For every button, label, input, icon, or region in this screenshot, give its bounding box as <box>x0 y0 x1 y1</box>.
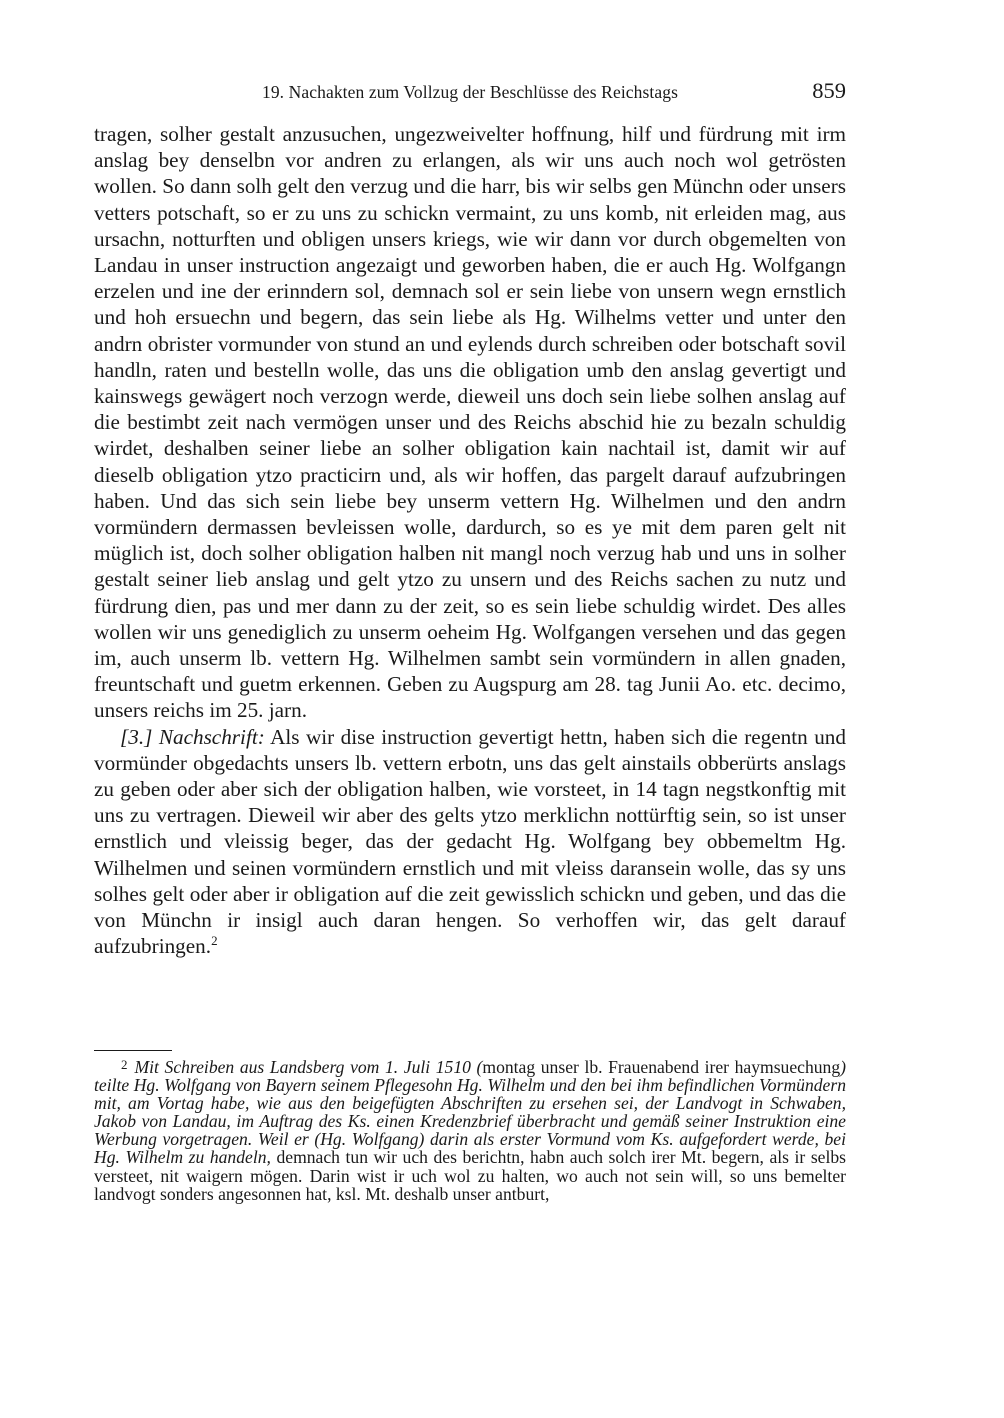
running-title: 19. Nachakten zum Vollzug der Beschlüsse des Reichstags <box>261 82 678 102</box>
footnote-divider <box>94 1050 172 1051</box>
footnote-segment-1: Mit Schreiben aus Landsberg vom 1. Juli 1510 ( <box>134 1057 483 1077</box>
running-header <box>94 80 846 110</box>
footnote-reference[interactable]: 2 <box>211 933 218 949</box>
paragraph-2-text: Als wir dise instruction gevertigt hettn, haben sich die regentn und vormünder obgedachts unsers lb. vettern erbotn, uns das gelt ainstails obberürts anslags zu geben oder aber sich der obligation halben, wie vorsteet, in 14 tagn negstkonftig mit uns zu vertragen. Dieweil wir aber des gelts ytzo merklichn nottürftig sein, so ist unser ernstlich und vleissig beger, das der gedacht Hg. Wolfgang bey obbemeltm Hg. Wilhelmen und seinen vormündern ernstlich und mit vleiss daransein wolle, das sy uns solhes gelt oder aber ir obligation auf die zeit gewisslich schickn und geben, und das die von Münchn ir insigl auch daran hengen. So verhoffen wir, das gelt darauf aufzubringen. <box>94 724 846 959</box>
footnote-2 <box>94 1058 846 1203</box>
footnote-segment-2: montag unser lb. Frauenabend irer haymsuechung <box>482 1057 841 1077</box>
footnote-number: 2 <box>121 1057 128 1072</box>
page-number: 859 <box>812 78 846 103</box>
section-lead: [3.] Nachschrift: <box>120 724 265 749</box>
paragraph-1: tragen, solher gestalt anzusuchen, ungezweivelter hoffnung, hilf und fürdrung mit irm anslag bey denselbn vor andren zu erlangen, als wir uns auch noch wol getrösten wollen. So dann solh gelt den verzug und die harr, bis wir selbs gen Münchn oder unsers vetters potschaft, so er zu uns zu schickn vermaint, zu uns komb, nit erleiden mag, aus ursachn, notturften und obligen unsers kriegs, wie wir dann vor durch obgemelten von Landau in unser instruction angezaigt und geworben haben, die er auch Hg. Wolfgangn erzelen und ine der erinndern sol, demnach sol er sein liebe von unsern wegn ernstlich und hoh ersuechn und begern, das sein liebe als Hg. Wilhelms vetter und unter den andrn obrister vormunder von stund an und eylends durch schreiben oder botschaft sovil handln, raten und bestelln wolle, das uns die obligation umb den anslag gevertigt und kainswegs gewägert noch verzogn werde, dieweil uns doch sein liebe solhen anslag auf die bestimbt zeit nach vermögen unser und des Reichs abschid hie zu bezaln schuldig wirdet, deshalben seiner liebe an solher obligation kain nachtail ist, damit wir auf dieselb obligation ytzo practicirn und, als wir hoffen, das pargelt darauf aufzubringen haben. Und das sich sein liebe bey unserm vettern Hg. Wilhelmen und den andrn vormündern dermassen bevleissen wolle, dardurch, so es ye mit dem paren gelt nit müglich ist, doch solher obligation halben nit mangl noch verzug hab und uns in solher gestalt seiner lieb anslag und gelt ytzo zu unsern und des Reichs sachen zu nutz und fürdrung dien, pas und mer dann zu der zeit, so es sein liebe schuldig wirdet. Des alles wollen wir uns genediglich zu unserm oeheim Hg. Wolfgangen versehen und das gegen im, auch unserm lb. vettern Hg. Wilhelmen sambt sein vormündern in allen gnaden, freuntschaft und guetm erkennen. Geben zu Augspurg am 28. tag Junii Ao. etc. decimo, unsers reichs im 25. jarn. <box>94 122 846 723</box>
footnote-segment-3: ) teilte Hg. Wolfgang von Bayern seinem Pflegesohn Hg. Wilhelm und den bei ihm befindlichen Vormündern mit, am Vortag habe, wie aus den beigefügten Abschriften zu ersehen sei, der Landvogt in Schwaben, Jakob von Landau, im Auftrag des Ks. einen Kredenzbrief überbracht und gemäß seiner Instruktion eine Werbung vorgetragen. Weil er (Hg. Wolfgang) darin als erster Vormund vom Ks. aufgefordert werde, bei Hg. Wilhelm zu handeln, <box>94 1057 847 1168</box>
footnote-segment-4: demnach tun wir uch des berichtn, habn auch solch irer Mt. begern, als ir selbs versteet, nit waigern mögen. Darin wist ir uch wol zu halten, wo auch not sein will, so uns bemelter landvogt sonders angesonnen hat, ksl. Mt. deshalb unser antburt, <box>94 1147 847 1204</box>
main-text <box>94 121 846 960</box>
paragraph-2 <box>94 724 846 960</box>
